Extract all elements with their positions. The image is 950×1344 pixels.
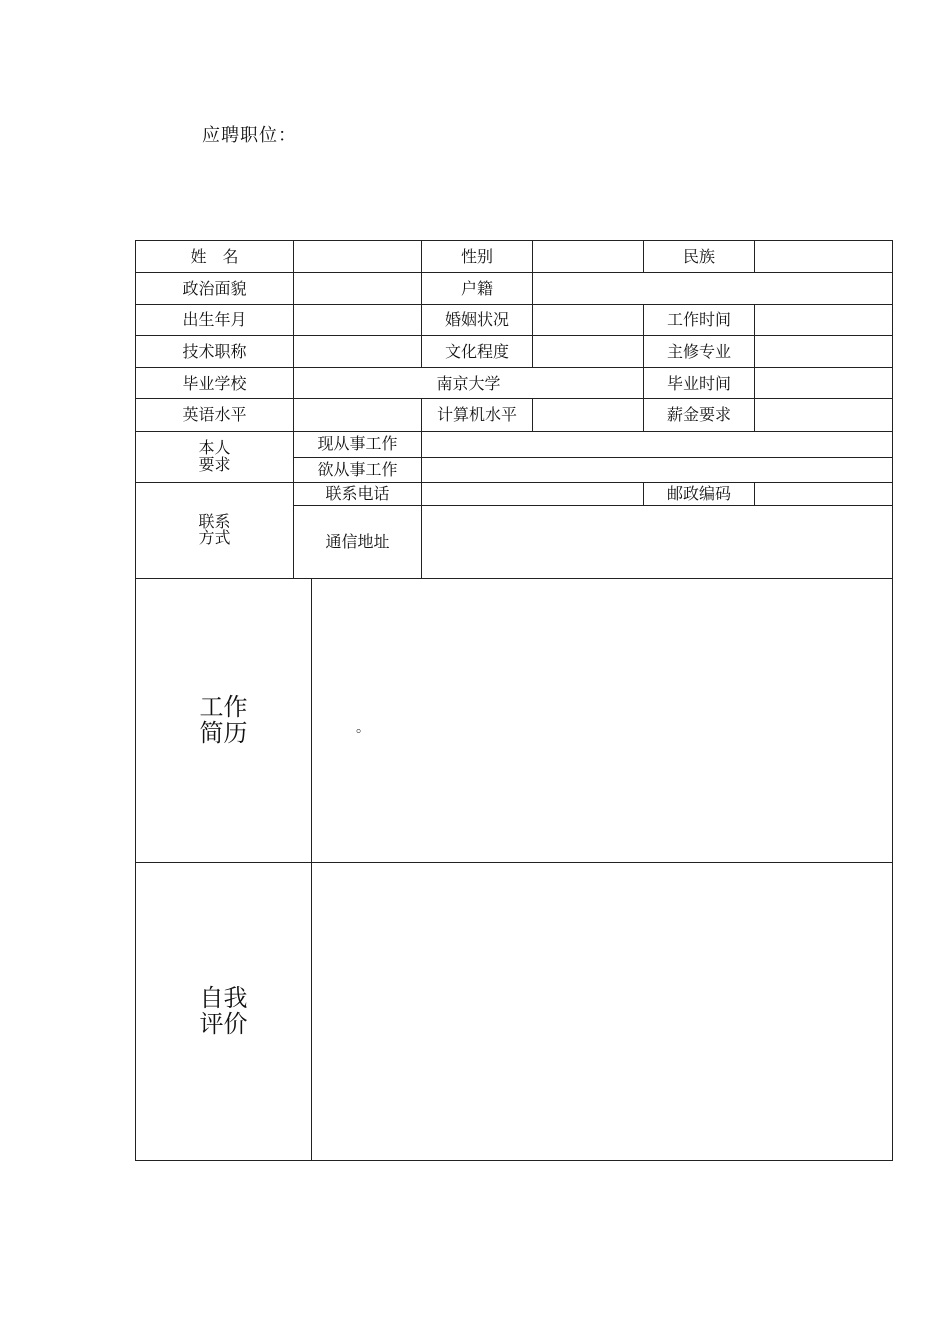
graduation-time-label: 毕业时间 <box>644 368 755 399</box>
requirements-label-line2: 要求 <box>198 454 231 474</box>
contact-label-line2: 方式 <box>198 528 231 548</box>
ethnicity-field[interactable] <box>755 241 893 273</box>
english-level-field[interactable] <box>294 399 422 431</box>
contact-label-line1: 联系 <box>198 511 231 531</box>
desired-job-field[interactable] <box>422 457 893 482</box>
work-history-label-line2: 简历 <box>199 718 248 747</box>
postcode-field[interactable] <box>755 482 893 505</box>
phone-label: 联系电话 <box>294 482 422 505</box>
marital-status-field[interactable] <box>533 305 644 336</box>
work-time-field[interactable] <box>755 305 893 336</box>
education-level-field[interactable] <box>533 336 644 368</box>
self-evaluation-label <box>136 863 312 1161</box>
current-job-field[interactable] <box>422 431 893 457</box>
marital-status-label: 婚姻状况 <box>422 305 533 336</box>
basic-info-table <box>135 240 893 579</box>
education-level-label: 文化程度 <box>422 336 533 368</box>
technical-title-label: 技术职称 <box>136 336 294 368</box>
current-job-label: 现从事工作 <box>294 431 422 457</box>
major-field[interactable] <box>755 336 893 368</box>
self-evaluation-label-line2: 评价 <box>199 1009 248 1038</box>
gender-field[interactable] <box>533 241 644 273</box>
political-status-label: 政治面貌 <box>136 273 294 305</box>
computer-level-label: 计算机水平 <box>422 399 533 431</box>
position-label: 应聘职位： <box>202 125 297 146</box>
salary-field[interactable] <box>755 399 893 431</box>
political-status-field[interactable] <box>294 273 422 305</box>
salary-label: 薪金要求 <box>644 399 755 431</box>
birth-date-field[interactable] <box>294 305 422 336</box>
postcode-label: 邮政编码 <box>644 482 755 505</box>
address-field[interactable] <box>422 505 893 578</box>
graduation-time-field[interactable] <box>755 368 893 399</box>
major-label: 主修专业 <box>644 336 755 368</box>
name-label: 姓 名 <box>136 241 294 273</box>
gender-label: 性别 <box>422 241 533 273</box>
contact-label <box>136 482 294 578</box>
work-history-label-line1: 工作 <box>199 693 248 722</box>
household-label: 户籍 <box>422 273 533 305</box>
desired-job-label: 欲从事工作 <box>294 457 422 482</box>
address-label: 通信地址 <box>294 505 422 578</box>
work-history-area[interactable] <box>312 579 893 863</box>
computer-level-field[interactable] <box>533 399 644 431</box>
requirements-label-line1: 本人 <box>198 437 231 457</box>
self-evaluation-area[interactable] <box>312 863 893 1161</box>
school-value[interactable]: 南京大学 <box>294 368 644 399</box>
ethnicity-label: 民族 <box>644 241 755 273</box>
narrative-table <box>135 578 893 1161</box>
household-field[interactable] <box>533 273 893 305</box>
requirements-label <box>136 431 294 482</box>
work-time-label: 工作时间 <box>644 305 755 336</box>
name-field[interactable] <box>294 241 422 273</box>
birth-date-label: 出生年月 <box>136 305 294 336</box>
phone-field[interactable] <box>422 482 644 505</box>
self-evaluation-label-line1: 自我 <box>199 984 248 1013</box>
work-history-label <box>136 579 312 863</box>
school-label: 毕业学校 <box>136 368 294 399</box>
work-history-content: 。 <box>356 720 370 736</box>
technical-title-field[interactable] <box>294 336 422 368</box>
english-level-label: 英语水平 <box>136 399 294 431</box>
